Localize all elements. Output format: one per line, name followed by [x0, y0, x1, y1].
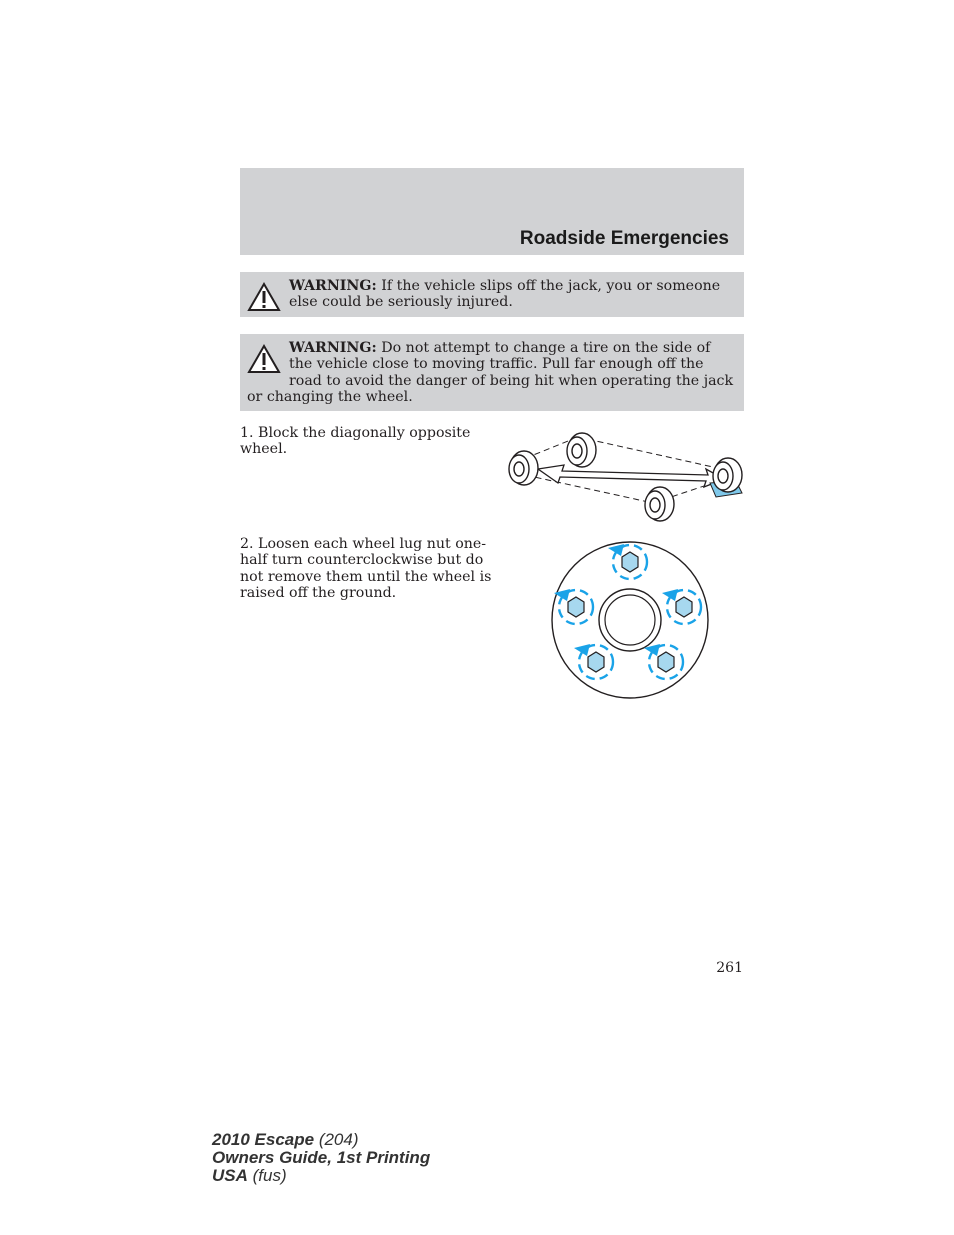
warning-triangle-icon: [247, 282, 281, 312]
tire-icon: [567, 433, 596, 467]
footer-market: USA: [212, 1166, 248, 1185]
warning-triangle-icon: [247, 344, 281, 374]
wheel-block-illustration: [498, 425, 748, 525]
footer-model-code: (204): [314, 1130, 359, 1149]
tire-icon: [645, 487, 674, 521]
warning-box-traffic: [240, 334, 744, 411]
step-loosen-lug-nuts: 2. Loosen each wheel lug nut one-half turn counterclockwise but do not remove them until the wheel is raised off the ground.: [240, 536, 492, 602]
warning-text: If the vehicle slips off the jack, you or someone else could be seriously injured.: [289, 278, 721, 311]
footer-model: 2010 Escape: [212, 1130, 315, 1149]
section-header-band: [240, 168, 744, 255]
lug-nut-illustration: [548, 538, 712, 702]
footer-edition: Owners Guide, 1st Printing: [212, 1148, 431, 1167]
step-block-wheel: 1. Block the diagonally opposite wheel.: [240, 425, 471, 458]
section-title: Roadside Emergencies: [519, 228, 729, 249]
page-number: 261: [716, 960, 743, 976]
tire-icon: [509, 451, 538, 485]
footer-market-code: (fus): [247, 1166, 287, 1185]
warning-text: Do not attempt to change a tire on the side of the vehicle close to moving traffic. Pull far enough off the road to avoid the danger of being hit when operating the jack or changing the wheel.: [247, 340, 734, 406]
document-footer: [212, 1131, 430, 1185]
tire-icon: [713, 458, 742, 492]
warning-label: WARNING:: [289, 278, 377, 294]
warning-box-jack: [240, 272, 744, 317]
warning-label: WARNING:: [289, 340, 377, 356]
